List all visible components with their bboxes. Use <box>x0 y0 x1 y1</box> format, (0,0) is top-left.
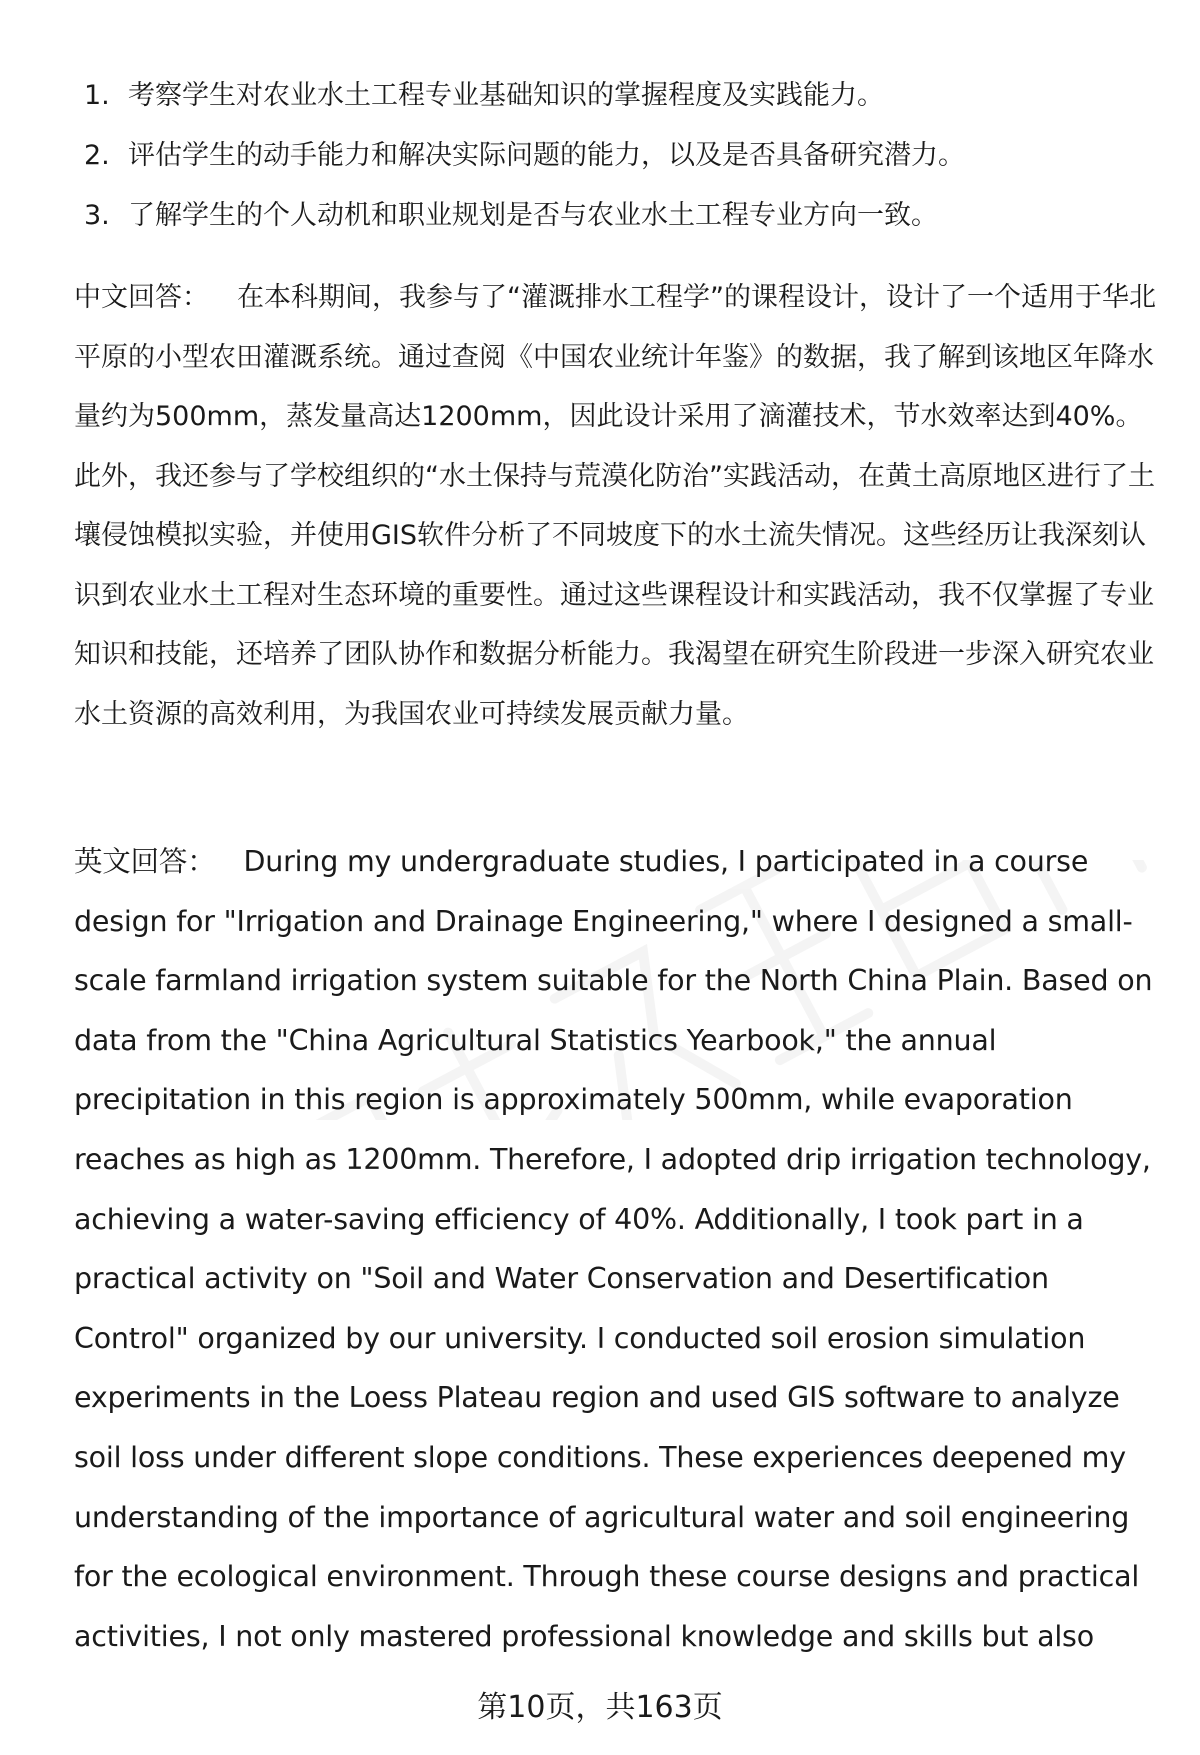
objective-item <box>84 186 1144 246</box>
objectives-list <box>84 66 1144 246</box>
objective-text: 评估学生的动手能力和解决实际问题的能力，以及是否具备研究潜力。 <box>128 140 965 171</box>
objective-number: 2. <box>84 140 110 171</box>
english-answer-label: 英文回答： <box>74 845 216 878</box>
chinese-answer-label: 中文回答： <box>74 282 209 313</box>
objective-item <box>84 126 1144 186</box>
objective-number: 1. <box>84 80 110 111</box>
page-number: 第10页，共163页 <box>477 1690 723 1725</box>
objective-number: 3. <box>84 200 110 231</box>
english-answer-text: During my undergraduate studies, I participated in a course design for "Irrigation and Drainage Engineering," where I designed a small-scale farmland irrigation system suitable for the North China Plain. Based on data from the "China Agricultural Statistics Yearbook," the annual precipitation in this region is approximately 500mm, while evaporation reaches as high as 1200mm. Therefore, I adopted drip irrigation technology, achieving a water-saving efficiency of 40%. Additionally, I took part in a practical activity on "Soil and Water Conservation and Desertification Control" organized by our university. I conducted soil erosion simulation experiments in the Loess Plateau region and used GIS software to analyze soil loss under different slope conditions. These experiences deepened my understanding of the importance of agricultural water and soil engineering for the ecological environment. Through these course designs and practical activities, I not only mastered professional knowledge and skills but also <box>74 845 1153 1653</box>
english-answer-paragraph <box>74 832 1160 1666</box>
chinese-answer-paragraph <box>74 268 1160 744</box>
chinese-answer-text: 在本科期间，我参与了“灌溉排水工程学”的课程设计，设计了一个适用于华北平原的小型农田灌溉系统。通过查阅《中国农业统计年鉴》的数据，我了解到该地区年降水量约为500mm，蒸发量高达1200mm，因此设计采用了滴灌技术，节水效率达到40%。此外，我还参与了学校组织的“水土保持与荒漠化防治”实践活动，在黄土高原地区进行了土壤侵蚀模拟实验，并使用GIS软件分析了不同坡度下的水土流失情况。这些经历让我深刻认识到农业水土工程对生态环境的重要性。通过这些课程设计和实践活动，我不仅掌握了专业知识和技能，还培养了团队协作和数据分析能力。我渴望在研究生阶段进一步深入研究农业水土资源的高效利用，为我国农业可持续发展贡献力量。 <box>74 282 1156 730</box>
objective-text: 了解学生的个人动机和职业规划是否与农业水土工程专业方向一致。 <box>128 200 938 231</box>
objective-text: 考察学生对农业水土工程专业基础知识的掌握程度及实践能力。 <box>128 80 884 111</box>
objective-item <box>84 66 1144 126</box>
